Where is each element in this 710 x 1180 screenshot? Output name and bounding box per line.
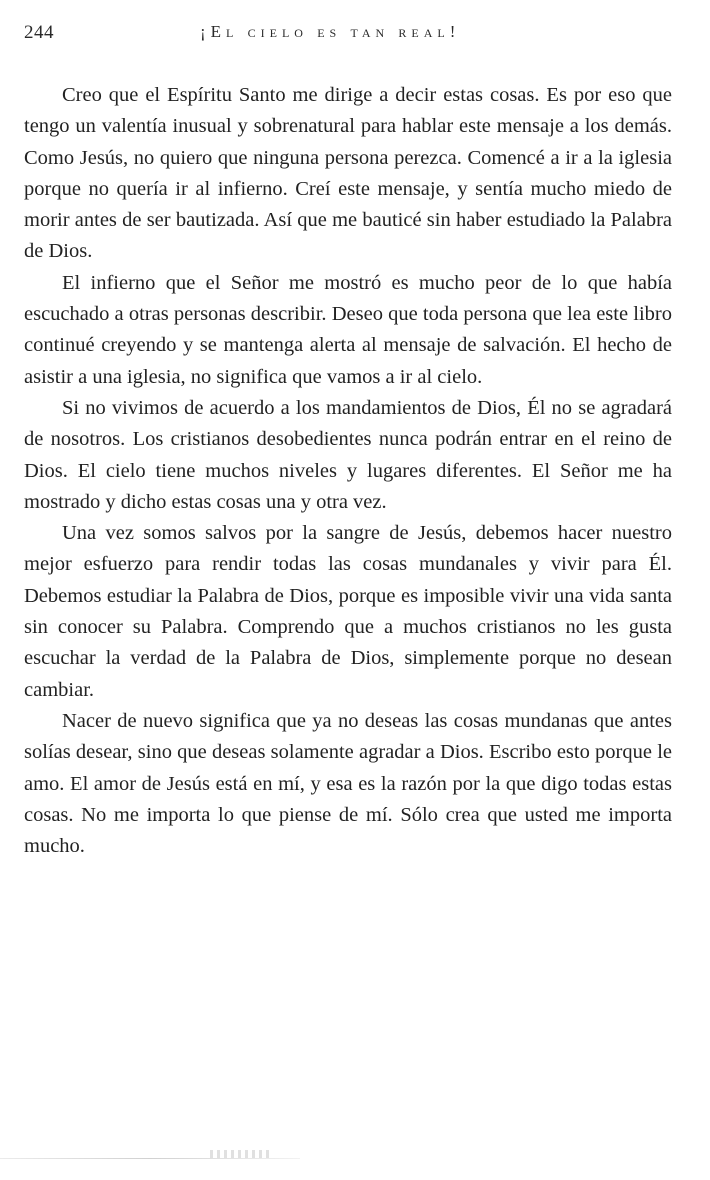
paragraph-3: Si no vivimos de acuerdo a los mandamientos de Dios, Él no se agradará de nosotros. Los cristianos desobedientes nunca podrán entrar en el reino de Dios. El cielo tiene muchos niveles y lugares diferentes. El Señor me ha mostrado y dicho estas cosas una y otra vez.	[24, 396, 672, 513]
paragraph-2: El infierno que el Señor me mostró es mucho peor de lo que había escuchado a otras personas describir. Deseo que toda persona que lea este libro continué creyendo y se mantenga alerta al mensaje de salvación. El hecho de asistir a una iglesia, no significa que vamos a ir al cielo.	[24, 271, 672, 388]
page-header	[0, 22, 710, 52]
running-title: ¡El cielo es tan real!	[200, 22, 461, 41]
body-text	[24, 80, 672, 862]
paragraph-5: Nacer de nuevo significa que ya no deseas las cosas mundanas que antes solías desear, sino que deseas solamente agradar a Dios. Escribo esto porque le amo. El amor de Jesús está en mí, y esa es la razón por la que digo todas estas cosas. No me importa lo que piense de mí. Sólo crea que usted me importa mucho.	[24, 709, 672, 858]
page-number: 244	[24, 22, 54, 43]
scan-artifact-mark	[210, 1150, 270, 1158]
scan-artifact-line	[0, 1158, 300, 1159]
paragraph-1: Creo que el Espíritu Santo me dirige a decir estas cosas. Es por eso que tengo un valentía inusual y sobrenatural para hablar este mensaje a los demás. Como Jesús, no quiero que ninguna persona perezca. Comencé a ir a la iglesia porque no quería ir al infierno. Creí este mensaje, y sentía mucho miedo de morir antes de ser bautizada. Así que me bauticé sin haber estudiado la Palabra de Dios.	[24, 84, 672, 263]
paragraph-4: Una vez somos salvos por la sangre de Jesús, debemos hacer nuestro mejor esfuerzo para rendir todas las cosas mundanales y vivir para Él. Debemos estudiar la Palabra de Dios, porque es imposible vivir una vida santa sin conocer su Palabra. Comprendo que a muchos cristianos no les gusta escuchar la verdad de la Palabra de Dios, simplemente porque no desean cambiar.	[24, 522, 672, 701]
